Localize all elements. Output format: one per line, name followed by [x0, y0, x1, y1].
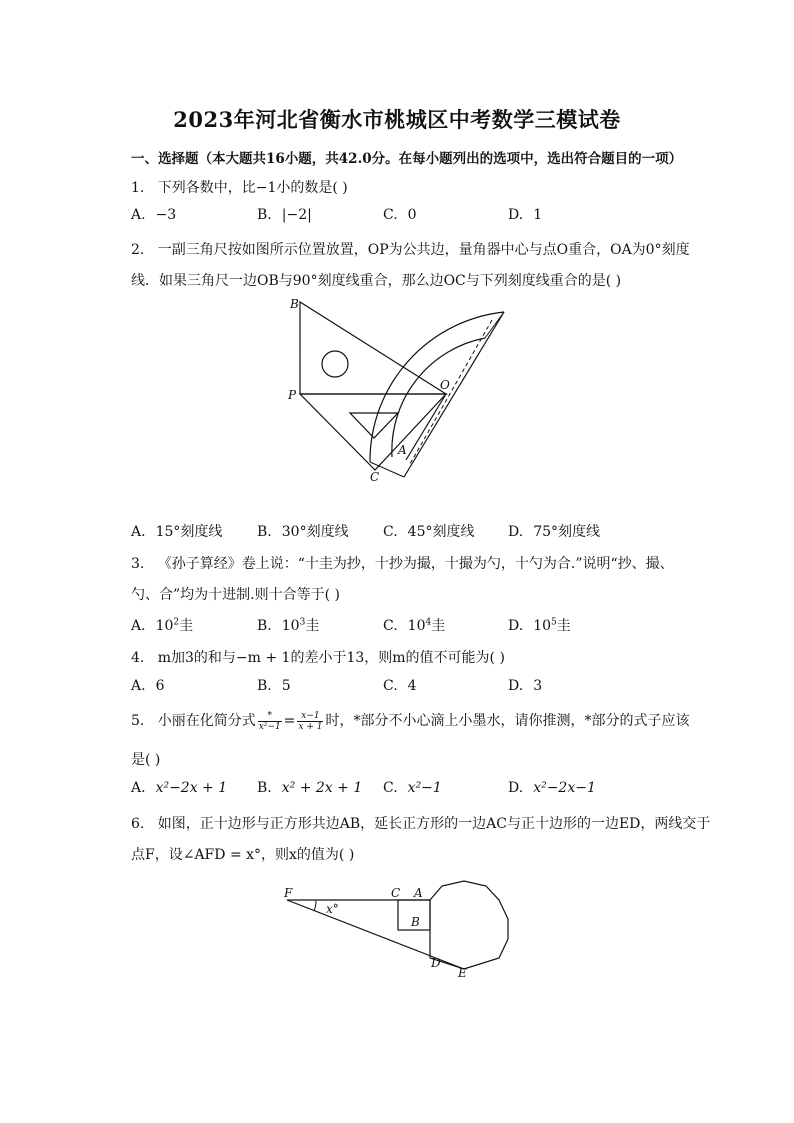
- question-2-line-2: 线．如果三角尺一边OB与90°刻度线重合，那么边OC与下列刻度线重合的是( ): [131, 273, 622, 289]
- question-number: 4.: [131, 650, 145, 666]
- label-f: F: [284, 886, 293, 900]
- question-text: 如图，正十边形与正方形共边AB，延长正方形的一边AC与正十边形的一边ED，两线交于: [157, 816, 711, 832]
- question-number: 2.: [131, 242, 145, 258]
- option-b[interactable]: B. x² + 2x + 1: [257, 780, 363, 796]
- option-a[interactable]: A. −3: [131, 207, 177, 223]
- question-1: [131, 177, 348, 197]
- question-number: 6.: [131, 816, 145, 832]
- label-p: P: [288, 388, 297, 402]
- option-a[interactable]: A. 15°刻度线: [131, 524, 223, 540]
- option-a[interactable]: A. 6: [131, 678, 165, 694]
- option-b[interactable]: B. 5: [257, 678, 291, 694]
- fraction-left: $\frac{*}{\text{x²−1}}$: [258, 710, 281, 732]
- option-c[interactable]: C. 45°刻度线: [383, 524, 475, 540]
- fraction-right: $\frac{x-1}{x + 1}$: [298, 710, 323, 732]
- question-3: [131, 553, 674, 573]
- question-6-line-2: 点F，设∠AFD = x°，则x的值为( ): [131, 847, 355, 863]
- label-a: A: [398, 443, 407, 457]
- question-3-options: [131, 615, 671, 635]
- page-title: 2023年河北省衡水市桃城区中考数学三模试卷: [173, 107, 621, 132]
- label-c: C: [391, 886, 401, 900]
- option-c[interactable]: C. 4: [383, 678, 417, 694]
- question-2-options: [131, 521, 671, 541]
- option-b[interactable]: B. 30°刻度线: [257, 524, 349, 540]
- question-text: 一副三角尺按如图所示位置放置，OP为公共边，量角器中心与点O重合，OA为0°刻度: [157, 242, 690, 258]
- question-number: 5.: [131, 713, 145, 729]
- option-d[interactable]: D. 1: [508, 207, 543, 223]
- protractor-triangle-figure: [280, 292, 520, 492]
- option-a[interactable]: A. x²−2x + 1: [131, 780, 228, 796]
- option-c[interactable]: C. 0: [383, 207, 417, 223]
- question-text: 下列各数中，比−1小的数是( ): [157, 180, 348, 196]
- question-number: 3.: [131, 556, 145, 572]
- option-a[interactable]: A. $10^2$圭: [131, 617, 194, 634]
- question-3-line-2: 勺、合”均为十进制.则十合等于( ): [131, 587, 340, 603]
- option-b[interactable]: B. |−2|: [257, 207, 312, 223]
- label-b: B: [411, 915, 420, 929]
- question-text-suffix: 时，*部分不小心滴上小墨水，请你推测，*部分的式子应该: [325, 713, 690, 729]
- question-5-line-2: 是( ): [131, 752, 161, 768]
- question-4: [131, 647, 505, 667]
- question-5: 5. 小丽在化简分式 $\frac{*}{\text{x²−1}}$ = $\frac{x-1}{x + 1}$ 时，*部分不小心滴上小墨水，请你推测，*部分的式子应该: [131, 710, 690, 732]
- label-d: D: [431, 956, 441, 970]
- option-c[interactable]: C. $10^4$圭: [383, 617, 446, 634]
- label-c: C: [370, 470, 380, 484]
- label-o: O: [440, 378, 450, 392]
- label-e: E: [458, 966, 467, 980]
- question-5-options: [131, 780, 671, 800]
- question-1-options: [131, 207, 671, 227]
- label-a: A: [414, 886, 423, 900]
- question-2: [131, 239, 690, 259]
- section-header: 一、选择题（本大题共16小题，共42.0分。在每小题列出的选项中，选出符合题目的一项）: [131, 151, 683, 167]
- question-text: 《孙子算经》卷上说：“十圭为抄，十抄为撮，十撮为勺，十勺为合.”说明“抄、撮、: [157, 556, 674, 572]
- label-angle-x: x°: [326, 902, 339, 916]
- question-text: m加3的和与−m + 1的差小于13，则m的值不可能为( ): [157, 650, 505, 666]
- option-d[interactable]: D. 75°刻度线: [508, 524, 601, 540]
- question-number: 1.: [131, 180, 145, 196]
- question-4-options: [131, 678, 671, 698]
- option-d[interactable]: D. $10^5$圭: [508, 617, 571, 634]
- label-b: B: [290, 297, 299, 311]
- decagon-square-figure: [280, 878, 520, 980]
- option-c[interactable]: C. x²−1: [383, 780, 442, 796]
- question-6: [131, 813, 710, 833]
- option-b[interactable]: B. $10^3$圭: [257, 617, 320, 634]
- option-d[interactable]: D. 3: [508, 678, 543, 694]
- question-text-prefix: 小丽在化简分式: [157, 713, 256, 729]
- option-d[interactable]: D. x²−2x−1: [508, 780, 596, 796]
